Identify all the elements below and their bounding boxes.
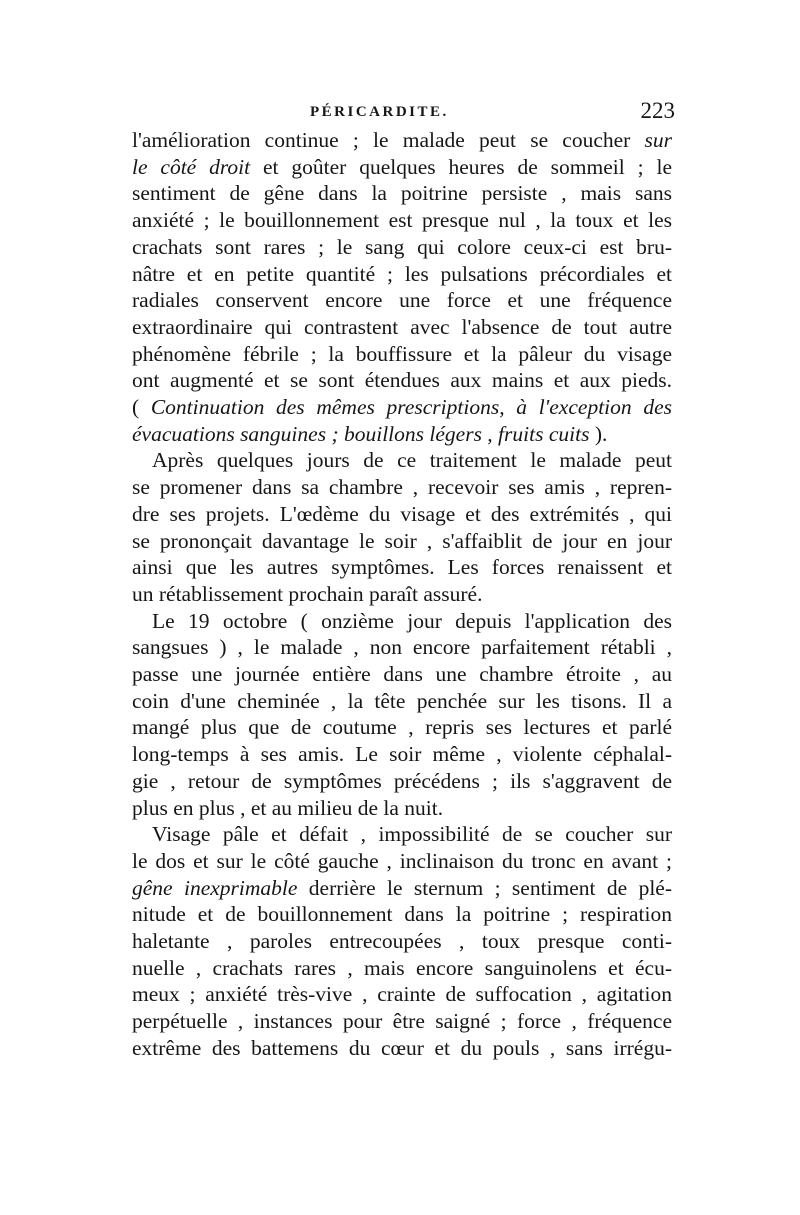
text-line xyxy=(132,875,672,905)
text-segment: et goûter quelques heures de sommeil ; le xyxy=(250,154,672,179)
text-segment: crachats sont rares ; le sang qui colore ceux-ci est bru- xyxy=(132,234,672,259)
text-line xyxy=(132,474,672,504)
text-segment: ont augmenté et se sont étendues aux mains et aux pieds. xyxy=(132,368,672,393)
italic-text: gêne inexprimable xyxy=(132,875,298,900)
text-segment: l'amélioration continue ; le malade peut se coucher xyxy=(132,128,645,152)
text-line xyxy=(132,127,672,157)
text-segment: le dos et sur le côté gauche , inclinaison du tronc en avant ; xyxy=(132,848,672,873)
text-segment: phénomène fébrile ; la bouffissure et la pâleur du visage xyxy=(132,341,672,366)
text-segment: passe une journée entière dans une chambre étroite , au xyxy=(132,662,672,686)
running-title: PÉRICARDITE. xyxy=(310,104,449,120)
text-segment: ( xyxy=(132,395,151,419)
text-segment: nitude et de bouillonnement dans la poitrine ; respiration xyxy=(132,902,672,927)
text-line xyxy=(132,848,672,878)
text-segment: plus en plus , et au milieu de la nuit. xyxy=(132,795,444,820)
text-line xyxy=(132,287,672,317)
text-line xyxy=(132,528,672,558)
text-line xyxy=(132,314,672,344)
text-segment: extrême des battemens du cœur et du pouls , sans irrégu- xyxy=(132,1035,672,1060)
text-segment: nâtre et en petite quantité ; les pulsations précordiales et xyxy=(132,261,672,286)
text-line xyxy=(132,714,672,744)
text-line xyxy=(132,928,672,958)
text-line xyxy=(132,154,672,184)
text-segment: ). xyxy=(589,421,608,446)
text-line xyxy=(132,795,672,825)
text-segment: sangsues ) , le malade , non encore parfaitement rétabli , xyxy=(132,635,672,660)
text-segment: derrière le sternum ; sentiment de plé- xyxy=(297,875,673,900)
text-segment: haletante , paroles entrecoupées , toux presque conti- xyxy=(132,929,672,953)
text-line xyxy=(132,261,672,291)
text-line xyxy=(132,367,672,397)
text-segment: se promener dans sa chambre , recevoir ses amis , repren- xyxy=(132,475,672,500)
text-line xyxy=(132,1008,672,1038)
text-line xyxy=(132,634,672,664)
text-segment: gie , retour de symptômes précédens ; ils s'aggravent de xyxy=(132,768,672,793)
text-line xyxy=(132,661,672,691)
text-line xyxy=(132,421,672,451)
text-line xyxy=(132,581,672,611)
text-line xyxy=(132,180,672,210)
text-segment: Le 19 octobre ( onzième jour depuis l'application des xyxy=(152,608,672,633)
text-segment: un rétablissement prochain paraît assuré. xyxy=(132,581,483,606)
text-line xyxy=(132,207,672,237)
text-segment: long-temps à ses amis. Le soir même , violente céphalal- xyxy=(132,742,672,767)
text-segment: perpétuelle , instances pour être saigné ; force , fréquence xyxy=(132,1009,672,1034)
text-line xyxy=(132,901,672,931)
italic-text: sur xyxy=(644,128,672,152)
page-number: 223 xyxy=(640,98,675,123)
text-segment: Visage pâle et défait , impossibilité de se coucher sur xyxy=(152,822,672,847)
text-line xyxy=(132,447,672,477)
text-line xyxy=(132,1035,672,1065)
text-line xyxy=(132,501,672,531)
text-line xyxy=(132,234,672,264)
text-segment: anxiété ; le bouillonnement est presque nul , la toux et les xyxy=(132,208,672,233)
text-line xyxy=(132,821,672,851)
page-header xyxy=(130,96,675,126)
text-line xyxy=(132,341,672,371)
text-segment: se prononçait davantage le soir , s'affaiblit de jour en jour xyxy=(132,528,672,553)
italic-text: le côté droit xyxy=(132,154,251,179)
text-line xyxy=(132,554,672,584)
text-segment: mangé plus que de coutume , repris ses lectures et parlé xyxy=(132,715,672,740)
text-segment: Après quelques jours de ce traitement le malade peut xyxy=(152,448,672,473)
text-segment: ainsi que les autres symptômes. Les forces renaissent et xyxy=(132,555,672,580)
text-line xyxy=(132,394,672,424)
text-line xyxy=(132,741,672,771)
text-segment: nuelle , crachats rares , mais encore sanguinolens et écu- xyxy=(132,955,672,980)
text-line xyxy=(132,955,672,985)
text-segment: sentiment de gêne dans la poitrine persiste , mais sans xyxy=(132,181,672,206)
italic-text: évacuations sanguines ; bouillons légers , fruits cuits xyxy=(132,421,590,446)
text-line xyxy=(132,608,672,638)
text-segment: coin d'une cheminée , la tête penchée sur les tisons. Il a xyxy=(132,688,672,713)
text-line xyxy=(132,688,672,718)
text-line xyxy=(132,981,672,1011)
text-segment: meux ; anxiété très-vive , crainte de suffocation , agitation xyxy=(132,982,672,1007)
text-segment: dre ses projets. L'œdème du visage et des extrémités , qui xyxy=(132,501,672,526)
text-line xyxy=(132,768,672,798)
text-segment: radiales conservent encore une force et une fréquence xyxy=(132,288,672,313)
italic-text: Continuation des mêmes prescriptions, à l'exception des xyxy=(150,395,672,419)
text-segment: extraordinaire qui contrastent avec l'absence de tout autre xyxy=(132,314,672,339)
